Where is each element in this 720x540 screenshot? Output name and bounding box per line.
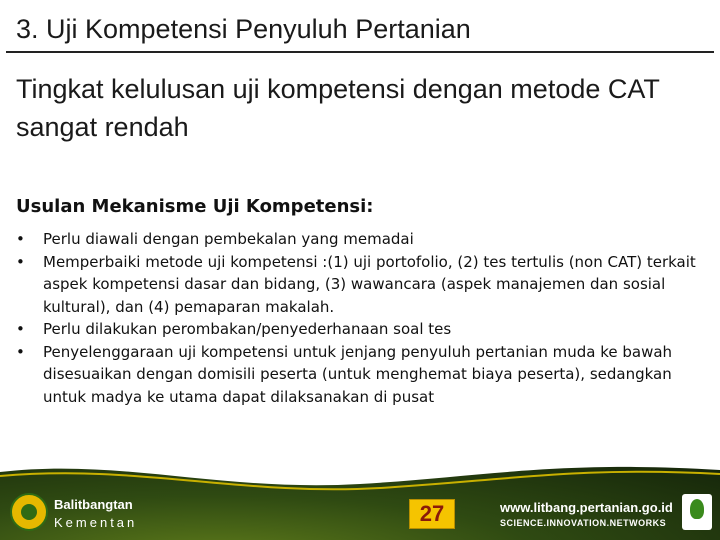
bullet-text: Penyelenggaraan uji kompetensi untuk jenjang penyuluh pertanian muda ke bawah disesuaikan dengan domisili peserta (untuk menghemat biaya peserta), sedangkan untuk madya ke utama dapat dilaksanakan di pusat [43,342,673,406]
bullet-list [16,228,706,408]
bullet-dot: • [16,342,25,361]
website-tagline: SCIENCE.INNOVATION.NETWORKS [500,518,667,528]
slide-headline: Tingkat kelulusan uji kompetensi dengan metode CAT sangat rendah [16,74,660,142]
bullet-item [16,341,706,409]
bullet-item [16,251,706,319]
bullet-dot: • [16,252,25,271]
bullet-text: Memperbaiki metode uji kompetensi :(1) uji portofolio, (2) tes tertulis (non CAT) terkait aspek kompetensi dasar dan bidang, (3) wawancara (aspek manajemen dan sosial kultural), dan (4) pemaparan makalah. [43,252,696,316]
org-subtitle: Kementan [54,515,138,530]
page-number: 27 [409,499,455,529]
bullet-text: Perlu diawali dengan pembekalan yang memadai [43,230,414,248]
title-divider [6,51,714,53]
section-subheading: Usulan Mekanisme Uji Kompetensi: [16,196,374,217]
agro-logo-icon [682,494,712,530]
bullet-text: Perlu dilakukan perombakan/penyederhanaan soal tes [43,320,452,338]
balitbangtan-logo-icon [10,493,48,531]
bullet-dot: • [16,230,25,248]
bullet-dot: • [16,320,25,338]
org-name: Balitbangtan [54,497,133,512]
slide-title: 3. Uji Kompetensi Penyuluh Pertanian [16,14,471,44]
bullet-item [16,228,706,251]
website-url[interactable]: www.litbang.pertanian.go.id [500,500,673,515]
bullet-item [16,318,706,341]
